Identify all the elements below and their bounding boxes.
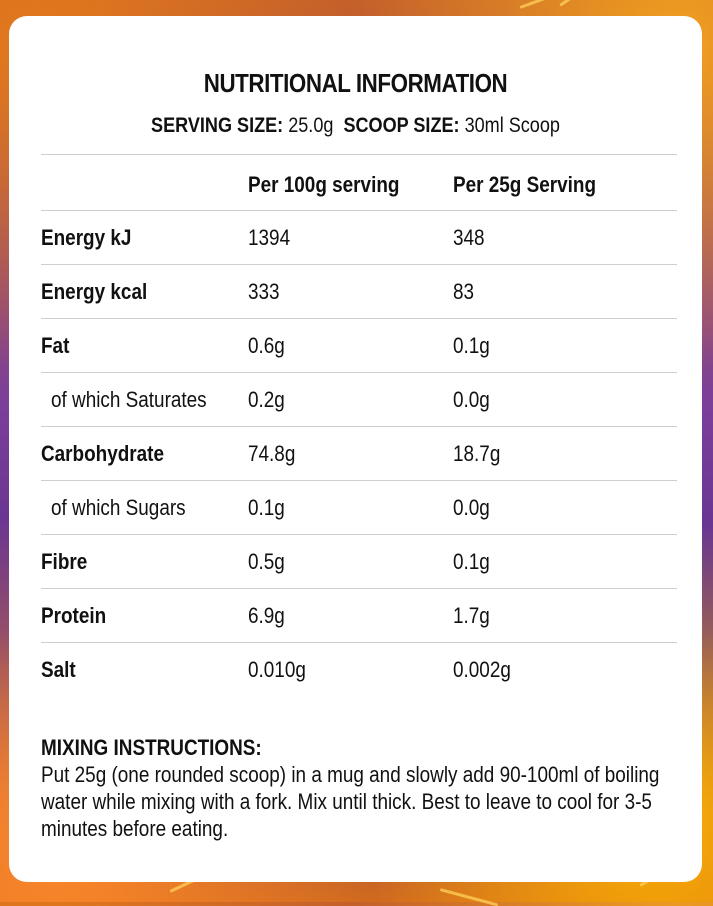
- mixing-instructions: [41, 734, 691, 842]
- table-row: [41, 534, 677, 588]
- row-label: Energy kcal: [41, 279, 148, 304]
- per-25g-value: 1.7g: [453, 603, 490, 628]
- background-decoration: [440, 888, 499, 906]
- table-row: [41, 480, 677, 534]
- nutrition-table: [41, 154, 677, 696]
- per-25g-value: 18.7g: [453, 441, 501, 466]
- column-header-per-25g: Per 25g Serving: [453, 172, 597, 197]
- per-100g-value: 74.8g: [248, 441, 296, 466]
- table-row: [41, 210, 677, 264]
- per-100g-value: 1394: [248, 225, 291, 250]
- serving-size-label: SERVING SIZE:: [151, 114, 284, 137]
- mixing-instructions-title: MIXING INSTRUCTIONS:: [41, 735, 262, 760]
- per-25g-value: 0.0g: [453, 495, 490, 520]
- scoop-size-value: 30ml Scoop: [464, 114, 560, 137]
- per-100g-value: 0.2g: [248, 387, 285, 412]
- nutrition-panel: [9, 16, 702, 882]
- per-100g-value: 0.010g: [248, 657, 306, 682]
- panel-title: NUTRITIONAL INFORMATION: [203, 68, 508, 98]
- per-25g-value: 0.1g: [453, 549, 490, 574]
- table-row: [41, 426, 677, 480]
- row-label: of which Saturates: [51, 387, 207, 412]
- row-label: Carbohydrate: [41, 441, 165, 466]
- per-25g-value: 0.002g: [453, 657, 511, 682]
- row-label: of which Sugars: [51, 495, 186, 520]
- table-row: [41, 318, 677, 372]
- per-100g-value: 0.5g: [248, 549, 285, 574]
- per-25g-value: 348: [453, 225, 485, 250]
- per-100g-value: 333: [248, 279, 280, 304]
- serving-size-value: 25.0g: [288, 114, 334, 137]
- row-label: Protein: [41, 603, 107, 628]
- per-100g-value: 0.1g: [248, 495, 285, 520]
- serving-info: [58, 114, 654, 138]
- table-row: [41, 588, 677, 642]
- table-row: [41, 372, 677, 426]
- table-row: [41, 642, 677, 696]
- per-25g-value: 83: [453, 279, 475, 304]
- per-25g-value: 0.0g: [453, 387, 490, 412]
- scoop-size-label: SCOOP SIZE:: [343, 114, 460, 137]
- table-header-row: [41, 154, 677, 210]
- background-decoration: [559, 0, 593, 7]
- row-label: Energy kJ: [41, 225, 132, 250]
- mixing-instructions-text: Put 25g (one rounded scoop) in a mug and slowly add 90-100ml of boiling water while mixing with a fork. Mix until thick. Best to leave to cool for 3-5 minutes before eating.: [41, 762, 660, 841]
- per-100g-value: 6.9g: [248, 603, 285, 628]
- per-25g-value: 0.1g: [453, 333, 490, 358]
- row-label: Fibre: [41, 549, 88, 574]
- row-label: Fat: [41, 333, 70, 358]
- row-label: Salt: [41, 657, 76, 682]
- per-100g-value: 0.6g: [248, 333, 285, 358]
- table-row: [41, 264, 677, 318]
- column-header-per-100g: Per 100g serving: [248, 172, 400, 197]
